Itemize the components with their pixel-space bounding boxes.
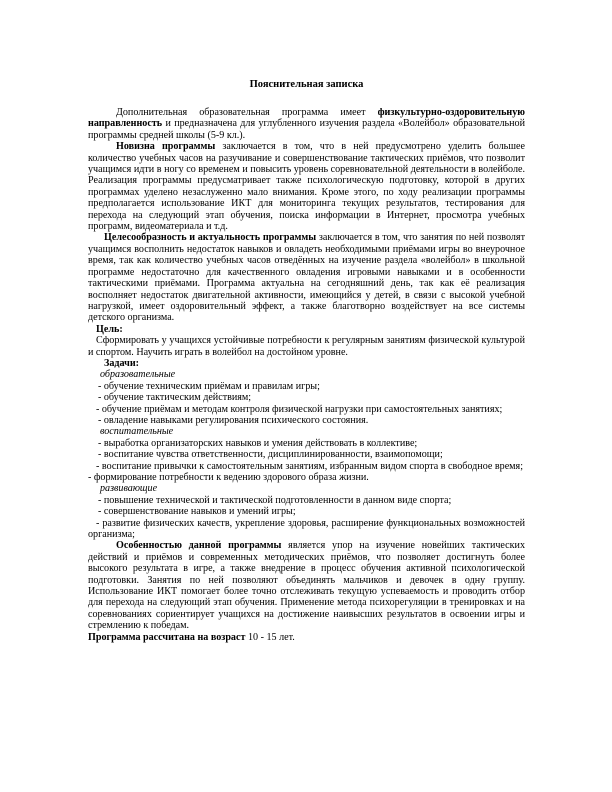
intro-paragraph — [88, 107, 525, 141]
intro-bold: физкультурно-оздоровительную направленность — [88, 107, 525, 130]
list-item: - выработка организаторских навыков и умения действовать в коллективе; — [98, 437, 418, 449]
intro-rest: и предназначена для углубленного изучения раздела «Волейбол» образовательной программы средней школы (5-9 кл.). — [88, 118, 525, 141]
category-developing: развивающие — [100, 483, 158, 495]
document-page — [88, 64, 525, 643]
list-item: - воспитание привычки к самостоятельным занятиям, избранным видом спорта в свободное время; — [96, 460, 524, 472]
age-text: 10 - 15 лет. — [245, 631, 295, 643]
feature-paragraph — [88, 540, 525, 631]
novelty-heading: Новизна программы — [116, 141, 216, 153]
intro-lead: Дополнительная образовательная программа имеет — [116, 107, 378, 118]
novelty-paragraph — [88, 141, 525, 232]
tasks-heading — [88, 358, 525, 369]
category-upbringing: воспитательные — [100, 426, 174, 438]
goal-heading — [88, 324, 525, 335]
age-paragraph — [88, 632, 525, 643]
relevance-text: заключается в том, что занятия по ней позволят учащимся восполнить недостаток навыков и овладеть необходимыми приёмами игры во внеурочное время, так как количество учебных часов отведённых на изучение раздела «волейбол» в школьной программе недостаточно для качественного овладения игровыми навыками и в особенности тактическими приёмами. Программа актуальна на сегодняшний день, так как её реализация восполняет недостаток двигательной активности, имеющийся у детей, в связи с высокой учебной нагрузкой, имеет оздоровительный эффект, а также благотворно воздействует на все системы детского организма. — [88, 232, 525, 324]
list-item: - воспитание чувства ответственности, дисциплинированности, взаимопомощи; — [98, 449, 443, 461]
list-item: - развитие физических качеств, укрепление здоровья, расширение функциональных возможностей организма; — [88, 517, 525, 541]
category-educational: образовательные — [100, 369, 176, 381]
feature-text: является упор на изучение новейших тактических действий и приёмов и современных методических приёмов, что позволяет достигнуть более высокого результата в игре, а также внедрение в процесс обучения активной психологической подготовки. Занятия по ней позволяют объединять мальчиков и девочек в одну группу. Использование ИКТ помогает более точно отслеживать текущую успеваемость и проводить отбор для перехода на следующий этап обучения. Применение метода психорегуляции в тренировках и на соревнованиях сориентирует учащихся на достижение наивысших результатов в освоении игры и стремлению к победам. — [88, 540, 525, 632]
list-item: - овладение навыками регулирования психического состояния. — [98, 414, 369, 426]
list-item: - формирование потребности к ведению здорового образа жизни. — [88, 472, 369, 483]
page-title: Пояснительная записка — [249, 79, 364, 90]
list-item: - обучение техническим приёмам и правилам игры; — [98, 380, 320, 392]
goal-heading-text: Цель: — [96, 323, 123, 335]
list-item: - повышение технической и тактической подготовленности в данном виде спорта; — [98, 494, 452, 506]
relevance-paragraph — [88, 232, 525, 323]
list-item: - обучение приёмам и методам контроля физической нагрузки при самостоятельных занятиях; — [96, 403, 503, 415]
tasks-heading-text: Задачи: — [104, 357, 139, 369]
feature-heading: Особенностью данной программы — [116, 540, 282, 552]
goal-text: Сформировать у учащихся устойчивые потребности к регулярным занятиям физической культурой и спортом. Научить играть в волейбол на достойном уровне. — [88, 335, 525, 358]
list-item: - обучение тактическим действиям; — [98, 392, 252, 404]
list-item: - совершенствование навыков и умений игры; — [98, 506, 296, 518]
relevance-heading: Целесообразность и актуальность программы — [104, 232, 317, 244]
age-heading: Программа рассчитана на возраст — [88, 631, 246, 643]
novelty-text: заключается в том, что в ней предусмотрено уделить большее количество учебных часов на разучивание и совершенствование тактических приёмов, что позволит учащимся идти в ногу со временем и повысить уровень соревновательной деятельности в волейболе. Реализация программы предусматривает также психологическую подготовку, которой в других программах уделено незаслуженно мало внимания. Кроме этого, по ходу реализации программы предполагается использование ИКТ для мониторинга текущих результатов, тестирования для перехода на следующий этап обучения, поиска информации в Интернет, просмотра учебных программ, видеоматериала и т.д. — [88, 141, 525, 233]
